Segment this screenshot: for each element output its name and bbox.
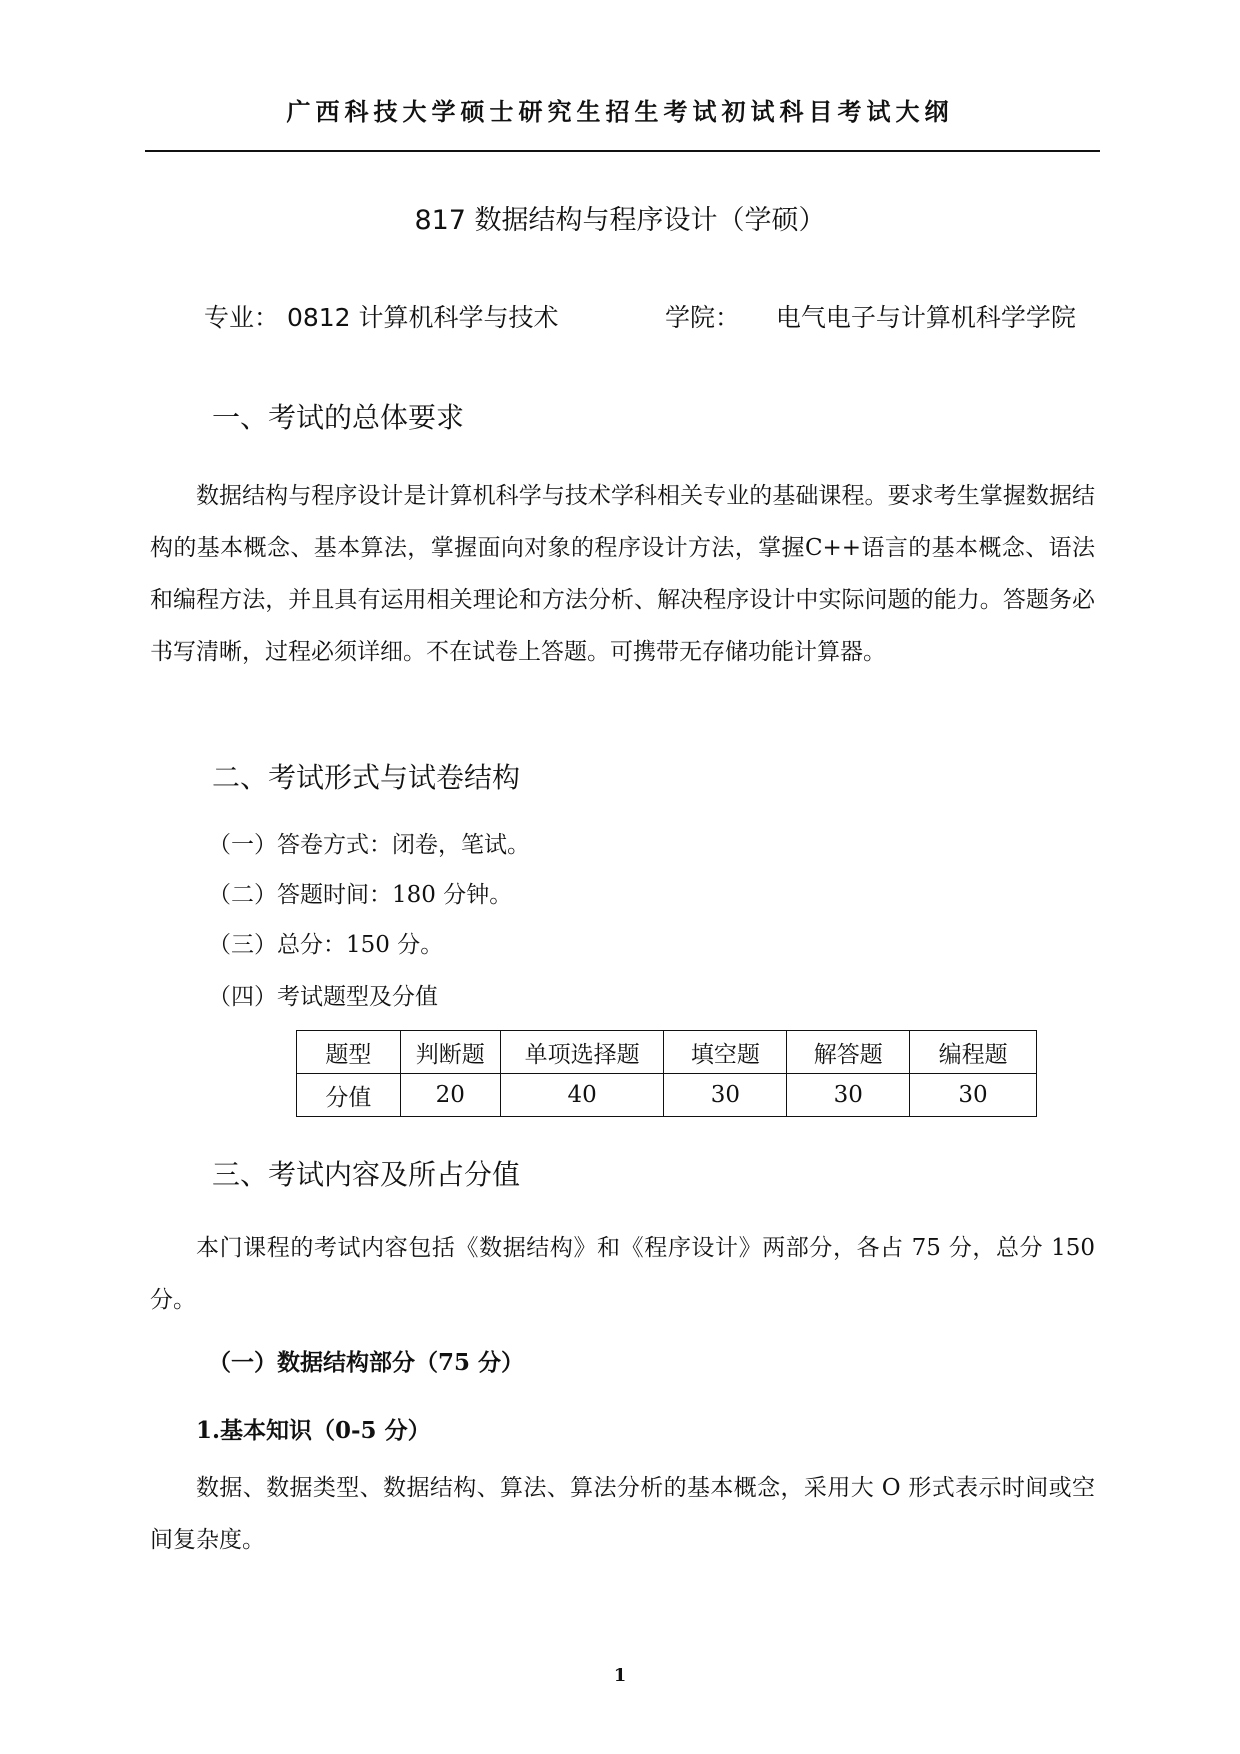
- score-table: [296, 1030, 1037, 1117]
- table-cell: 解答题: [787, 1031, 910, 1074]
- college-value: 电气电子与计算机科学学院: [775, 303, 1076, 332]
- header-title: 广西科技大学硕士研究生招生考试初试科目考试大纲: [286, 97, 954, 126]
- table-cell: 20: [400, 1074, 500, 1117]
- page-number: 1: [613, 1665, 627, 1686]
- college-label: 学院：: [665, 303, 741, 332]
- table-cell: 填空题: [664, 1031, 787, 1074]
- section-1-paragraph: 数据结构与程序设计是计算机科学与技术学科相关专业的基础课程。要求考生掌握数据结构的基本概念、基本算法，掌握面向对象的程序设计方法，掌握C++语言的基本概念、语法和编程方法，并且具有运用相关理论和方法分析、解决程序设计中实际问题的能力。答题务必书写清晰，过程必须详细。不在试卷上答题。可携带无存储功能计算器。: [150, 483, 1095, 665]
- section-1-heading: 一、考试的总体要求: [212, 401, 465, 434]
- list-item: （二）答题时间：180 分钟。: [208, 882, 513, 908]
- table-cell: 编程题: [910, 1031, 1037, 1074]
- topic-1-heading: 1.基本知识（0-5 分）: [196, 1417, 431, 1444]
- major-label: 专业：: [204, 303, 280, 332]
- section-2-heading: 二、考试形式与试卷结构: [212, 761, 521, 794]
- table-cell: 判断题: [400, 1031, 500, 1074]
- topic-1-text: 数据、数据类型、数据结构、算法、算法分析的基本概念，采用大 O 形式表示时间或空间复杂度。: [150, 1475, 1095, 1553]
- section-3-paragraph: 本门课程的考试内容包括《数据结构》和《程序设计》两部分，各占 75 分，总分 150 分。: [150, 1235, 1095, 1313]
- list-item: （三）总分：150 分。: [208, 932, 444, 958]
- table-row: [297, 1074, 1037, 1117]
- major-line: [204, 298, 559, 334]
- section-3-heading: 三、考试内容及所占分值: [212, 1158, 521, 1191]
- list-item: （一）答卷方式：闭卷，笔试。: [208, 832, 530, 858]
- table-cell: 单项选择题: [500, 1031, 664, 1074]
- header-divider: [145, 150, 1100, 152]
- major-value: 0812 计算机科学与技术: [286, 303, 559, 332]
- table-cell: 30: [787, 1074, 910, 1117]
- college-line: [665, 298, 1076, 334]
- list-item: （四）考试题型及分值: [208, 984, 438, 1010]
- part-1-heading: （一）数据结构部分（75 分）: [208, 1349, 525, 1376]
- document-title: 817 数据结构与程序设计（学硕）: [414, 205, 826, 236]
- table-cell: 题型: [297, 1031, 401, 1074]
- table-cell: 30: [910, 1074, 1037, 1117]
- table-cell: 分值: [297, 1074, 401, 1117]
- table-cell: 40: [500, 1074, 664, 1117]
- table-header-row: [297, 1031, 1037, 1074]
- table-cell: 30: [664, 1074, 787, 1117]
